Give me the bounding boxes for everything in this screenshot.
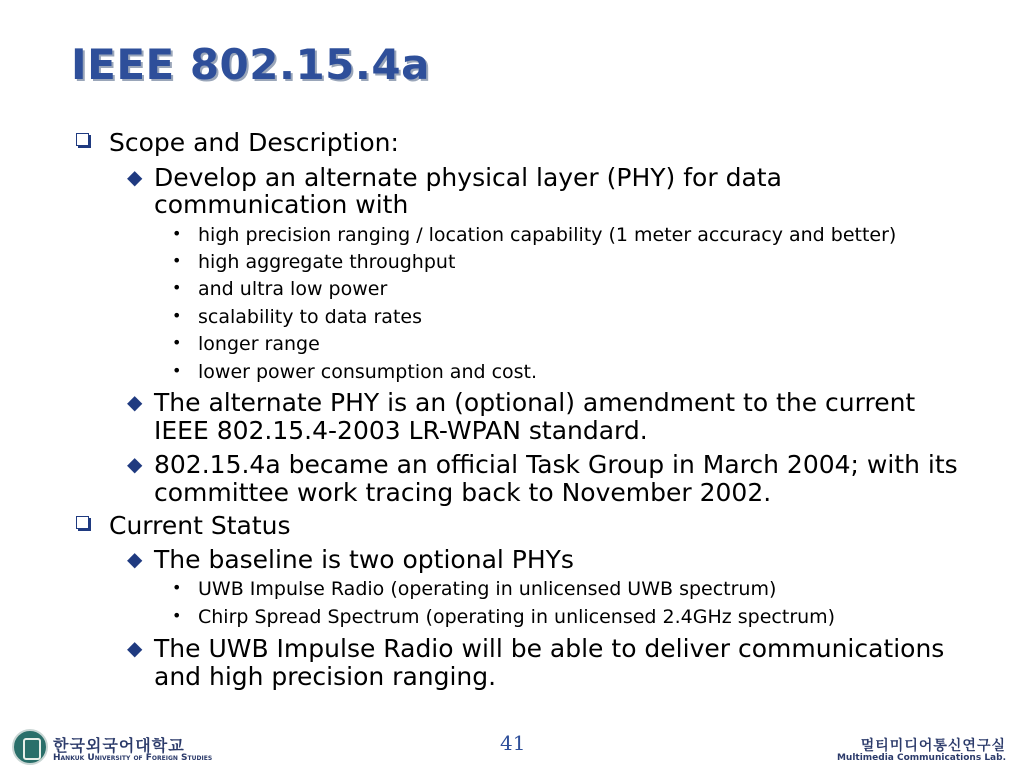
- bullet-text: 802.15.4a became an official Task Group in March 2004; with its: [154, 450, 958, 479]
- bullet-text: IEEE 802.15.4-2003 LR-WPAN standard.: [154, 416, 648, 445]
- square-bullet-icon: [76, 516, 89, 529]
- bullet-text: communication with: [154, 190, 409, 219]
- university-name-en: Hankuk University of Foreign Studies: [53, 753, 213, 763]
- bullet-text: committee work tracing back to November 2002.: [154, 478, 772, 507]
- dot-bullet-icon: •: [172, 306, 182, 325]
- diamond-bullet-icon: ◆: [127, 547, 143, 571]
- sub-bullet-text: UWB Impulse Radio (operating in unlicensed UWB spectrum): [198, 578, 777, 600]
- dot-bullet-icon: •: [172, 361, 182, 380]
- bullet-text: Develop an alternate physical layer (PHY) for data: [154, 163, 782, 192]
- bullet-text: The baseline is two optional PHYs: [154, 545, 574, 574]
- sub-bullet-text: longer range: [198, 333, 320, 355]
- diamond-bullet-icon: ◆: [127, 452, 143, 476]
- sub-bullet-text: scalability to data rates: [198, 306, 422, 328]
- slide-title: IEEE 802.15.4a: [71, 40, 430, 89]
- university-name-kr: 한국외국어대학교: [53, 736, 185, 755]
- dot-bullet-icon: •: [172, 606, 182, 625]
- sub-bullet-text: and ultra low power: [198, 278, 388, 300]
- diamond-bullet-icon: ◆: [127, 165, 143, 189]
- sub-bullet-text: lower power consumption and cost.: [198, 361, 538, 383]
- lab-name-en: Multimedia Communications Lab.: [836, 753, 1006, 763]
- sub-bullet-text: high aggregate throughput: [198, 251, 456, 273]
- dot-bullet-icon: •: [172, 251, 182, 270]
- dot-bullet-icon: •: [172, 333, 182, 352]
- diamond-bullet-icon: ◆: [127, 636, 143, 660]
- square-bullet-icon: [76, 133, 89, 146]
- section-heading: Scope and Description:: [109, 128, 399, 157]
- page-number: 41: [500, 731, 526, 755]
- dot-bullet-icon: •: [172, 578, 182, 597]
- lab-name-kr: 멀티미디어통신연구실: [860, 738, 1006, 754]
- diamond-bullet-icon: ◆: [127, 390, 143, 414]
- dot-bullet-icon: •: [172, 278, 182, 297]
- bullet-text: and high precision ranging.: [154, 662, 497, 691]
- sub-bullet-text: Chirp Spread Spectrum (operating in unlicensed 2.4GHz spectrum): [198, 606, 836, 628]
- bullet-text: The UWB Impulse Radio will be able to deliver communications: [154, 634, 945, 663]
- dot-bullet-icon: •: [172, 224, 182, 243]
- bullet-text: The alternate PHY is an (optional) amendment to the current: [154, 388, 916, 417]
- sub-bullet-text: high precision ranging / location capability (1 meter accuracy and better): [198, 224, 897, 246]
- section-heading: Current Status: [109, 511, 291, 540]
- university-seal-icon: [12, 729, 48, 765]
